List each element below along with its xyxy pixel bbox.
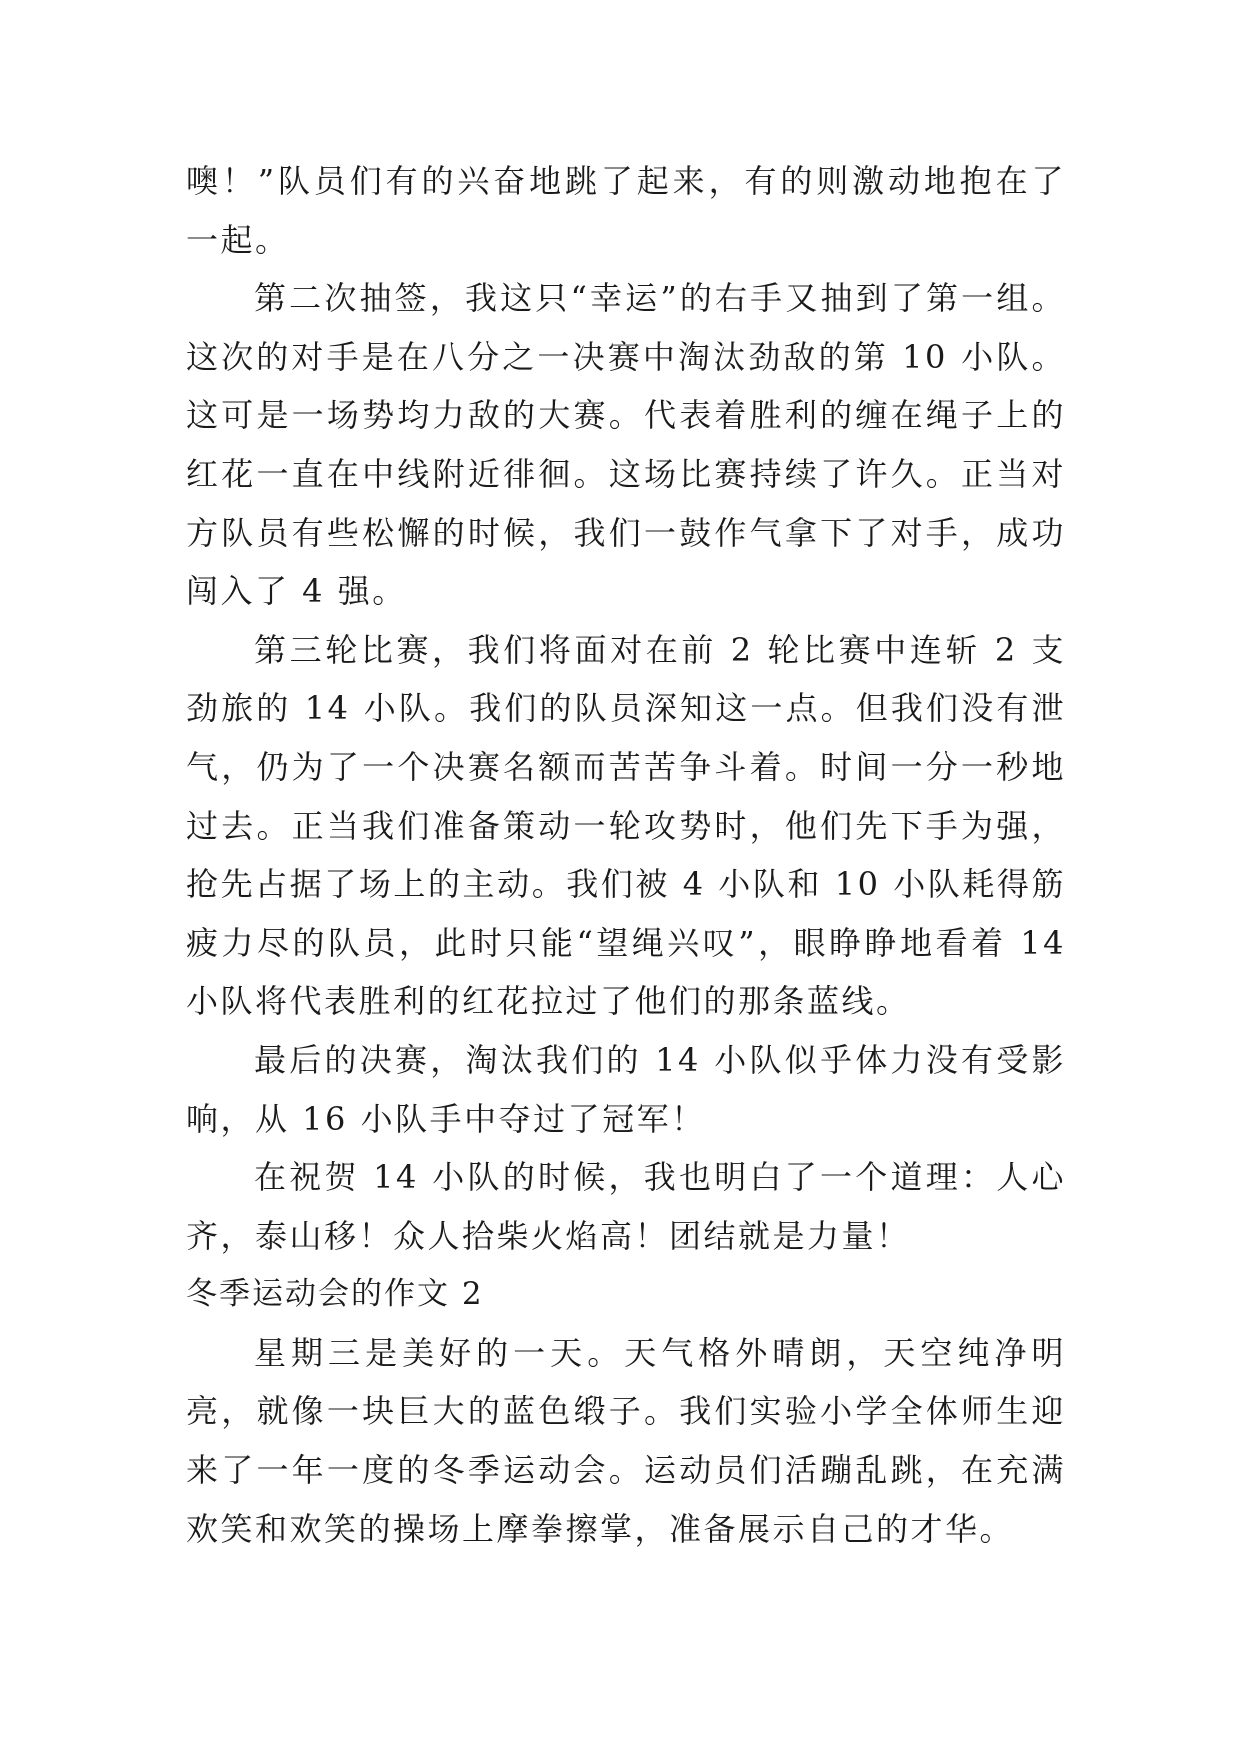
paragraph-1: 噢！”队员们有的兴奋地跳了起来，有的则激动地抱在了一起。 (186, 162, 1066, 259)
paragraph-2: 第二次抽签，我这只“幸运”的右手又抽到了第一组。这次的对手是在八分之一决赛中淘汰劲敌的第 10 小队。这可是一场势均力敌的大赛。代表着胜利的缠在绳子上的红花一直在中线附近徘徊。这场比赛持续了许久。正当对方队员有些松懈的时候，我们一鼓作气拿下了对手，成功闯入了 4 强。 (186, 279, 1066, 611)
section-paragraph-1: 星期三是美好的一天。天气格外晴朗，天空纯净明亮，就像一块巨大的蓝色缎子。我们实验小学全体师生迎来了一年一度的冬季运动会。运动员们活蹦乱跳，在充满欢笑和欢笑的操场上摩拳擦掌，准备展示自己的才华。 (186, 1333, 1066, 1548)
section-title: 冬季运动会的作文 2 (186, 1276, 484, 1313)
paragraph-3: 第三轮比赛，我们将面对在前 2 轮比赛中连斩 2 支劲旅的 14 小队。我们的队员深知这一点。但我们没有泄气，仍为了一个决赛名额而苦苦争斗着。时间一分一秒地过去。正当我们准备策动一轮攻势时，他们先下手为强，抢先占据了场上的主动。我们被 4 小队和 10 小队耗得筋疲力尽的队员，此时只能“望绳兴叹”，眼睁睁地看着 14 小队将代表胜利的红花拉过了他们的那条蓝线。 (186, 630, 1066, 1021)
document-body (186, 152, 1066, 1558)
paragraph-4: 最后的决赛，淘汰我们的 14 小队似乎体力没有受影响，从 16 小队手中夺过了冠军！ (186, 1040, 1066, 1138)
paragraph-5: 在祝贺 14 小队的时候，我也明白了一个道理：人心齐，泰山移！众人拾柴火焰高！团结就是力量！ (186, 1158, 1066, 1255)
